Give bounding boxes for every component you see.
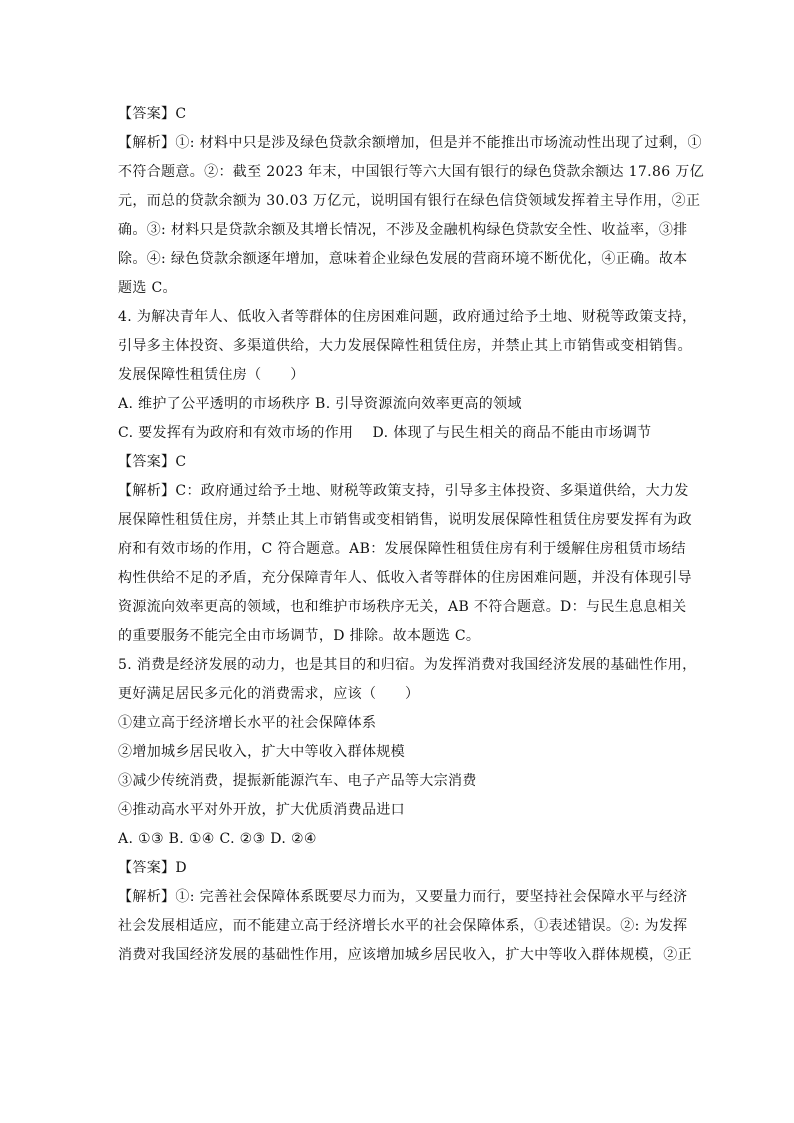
analysis-line: 不符合题意。②：截至 2023 年末，中国银行等六大国有银行的绿色贷款余额达 17.86 万亿 bbox=[118, 164, 704, 180]
analysis-line: 的重要服务不能完全由市场调节，D 排除。故本题选 C。 bbox=[118, 628, 481, 644]
answer-line-q3: 【答案】C bbox=[118, 106, 187, 122]
answer-line-q5: 【答案】D bbox=[118, 860, 187, 876]
question-4-stem: 发展保障性租赁住房（ ） bbox=[118, 367, 305, 383]
analysis-line: 展保障性租赁住房，并禁止其上市销售或变相销售，说明发展保障性租赁住房要发挥有为政 bbox=[118, 512, 692, 528]
question-5-statement: ④推动高水平对外开放，扩大优质消费品进口 bbox=[118, 802, 405, 818]
question-5-options: A. ①③ B. ①④ C. ②③ D. ②④ bbox=[118, 831, 317, 847]
analysis-line: 【解析】①: 材料中只是涉及绿色贷款余额增加，但是并不能推出市场流动性出现了过剩，① bbox=[118, 135, 702, 151]
question-4-options: C. 要发挥有为政府和有效市场的作用 D. 体现了与民生相关的商品不能由市场调节 bbox=[118, 425, 652, 441]
analysis-line: 社会发展相适应，而不能建立高于经济增长水平的社会保障体系，①表述错误。②: 为发挥 bbox=[118, 918, 688, 934]
question-4-stem: 4. 为解决青年人、低收入者等群体的住房困难问题，政府通过给予土地、财税等政策支持， bbox=[118, 309, 697, 325]
analysis-line: 资源流向效率更高的领域，也和维护市场秩序无关，AB 不符合题意。D：与民生息息相关 bbox=[118, 599, 687, 615]
analysis-line: 确。③: 材料只是贷款余额及其增长情况，不涉及金融机构绿色贷款安全性、收益率，③排 bbox=[118, 222, 688, 238]
analysis-line: 除。④: 绿色贷款余额逐年增加，意味着企业绿色发展的营商环境不断优化，④正确。故本 bbox=[118, 251, 688, 267]
question-5-stem: 更好满足居民多元化的消费需求，应该（ ） bbox=[118, 686, 420, 702]
question-4-stem: 引导多主体投资、多渠道供给，大力发展保障性租赁住房，并禁止其上市销售或变相销售。 bbox=[118, 338, 692, 354]
question-5-stem: 5. 消费是经济发展的动力，也是其目的和归宿。为发挥消费对我国经济发展的基础性作用， bbox=[118, 657, 697, 673]
question-5-statement: ②增加城乡居民收入，扩大中等收入群体规模 bbox=[118, 744, 405, 760]
analysis-line: 题选 C。 bbox=[118, 280, 177, 296]
question-5-statement: ③减少传统消费，提振新能源汽车、电子产品等大宗消费 bbox=[118, 773, 477, 789]
analysis-line: 【解析】①: 完善社会保障体系既要尽力而为，又要量力而行，要坚持社会保障水平与经济 bbox=[118, 889, 688, 905]
analysis-line: 构性供给不足的矛盾，充分保障青年人、低收入者等群体的住房困难问题，并没有体现引导 bbox=[118, 570, 692, 586]
answer-line-q4: 【答案】C bbox=[118, 454, 187, 470]
analysis-line: 元，而总的贷款余额为 30.03 万亿元，说明国有银行在绿色信贷领域发挥着主导作用，②正 bbox=[118, 193, 701, 209]
analysis-line: 消费对我国经济发展的基础性作用，应该增加城乡居民收入，扩大中等收入群体规模，②正 bbox=[118, 947, 692, 963]
analysis-line: 府和有效市场的作用，C 符合题意。AB：发展保障性租赁住房有利于缓解住房租赁市场结 bbox=[118, 541, 686, 557]
analysis-line: 【解析】C：政府通过给予土地、财税等政策支持，引导多主体投资、多渠道供给，大力发 bbox=[118, 483, 689, 499]
question-5-statement: ①建立高于经济增长水平的社会保障体系 bbox=[118, 715, 377, 731]
question-4-options: A. 维护了公平透明的市场秩序 B. 引导资源流向效率更高的领域 bbox=[118, 396, 522, 412]
